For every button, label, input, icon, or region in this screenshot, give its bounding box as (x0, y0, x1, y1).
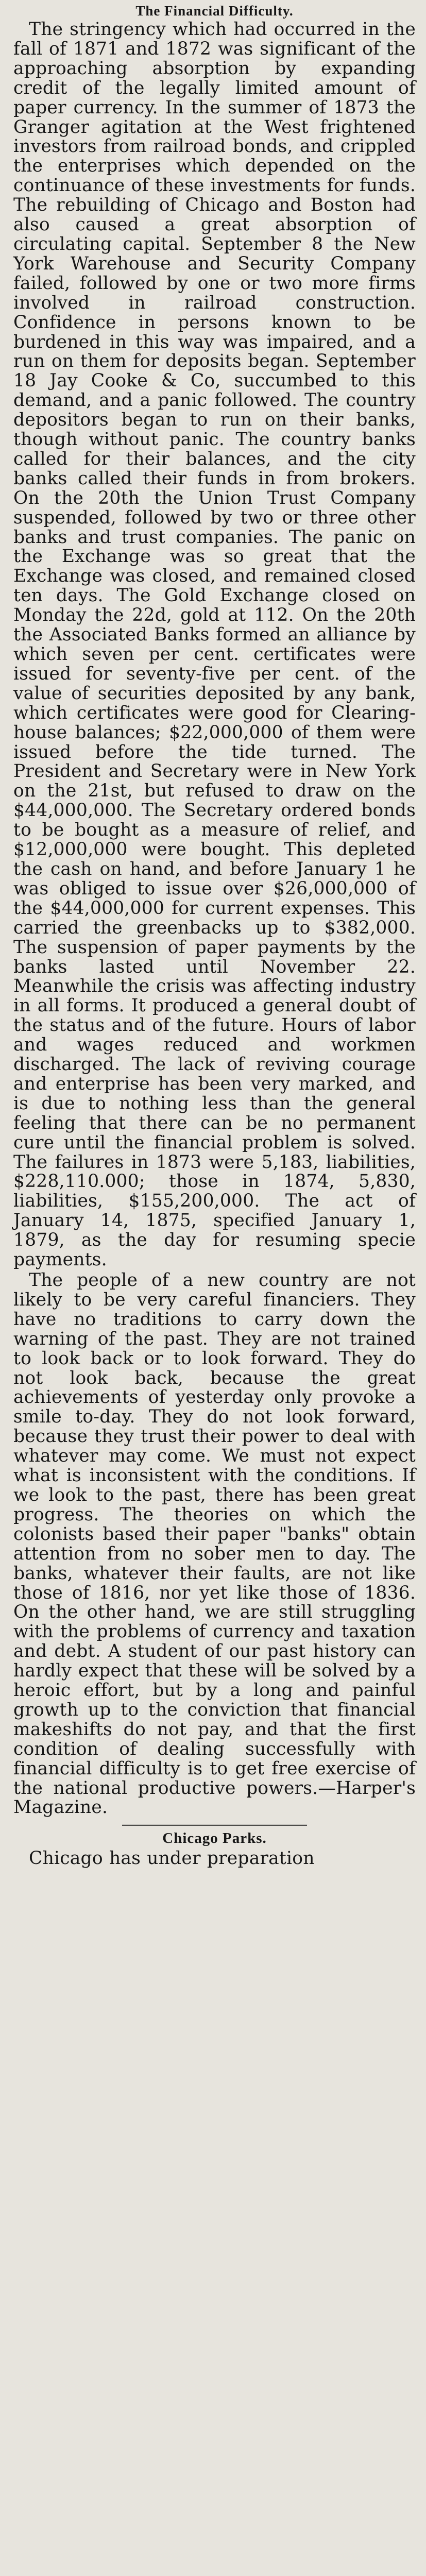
next-article-headline: Chicago Parks. (162, 1830, 267, 1847)
section-divider (122, 1824, 307, 1826)
next-article-lead: Chicago has under preparation (29, 1848, 315, 1869)
article-headline: The Financial Difficulty. (135, 3, 294, 19)
article-paragraph: The stringency which had occurred in the fall of 1871 and 1872 was significant of the approaching absorption by expanding credit of the legally limited amount of paper currency. In the summer of 1873 the Granger agitation at the West frightened investors from railroad bonds, and crippled the enterprises which depended on the continuance of these investments for funds. The rebuilding of Chicago and Boston had also caused a great absorption of circulating capital. September 8 the New York Warehouse and Security Company failed, followed by one or two more firms involved in railroad construction. Confidence in persons known to be burdened in this way was impaired, and a run on them for deposits began. September 18 Jay Cooke & Co, succumbed to this demand, and a panic followed. The country depositors began to run on their banks, though without panic. The country banks called for their balances, and the city banks called their funds in from brokers. On the 20th the Union Trust Company suspended, followed by two or three other banks and trust companies. The panic on the Exchange was so great that the Exchange was closed, and remained closed ten days. The Gold Exchange closed on Monday the 22d, gold at 112. On the 20th the Associated Banks formed an alliance by which seven per cent. certificates were issued for seventy-five per cent. of the value of securities deposited by any bank, which certificates were good for Clearing-house balances; $22,000,000 of them were issued before the tide turned. The President and Secretary were in New York on the 21st, but refused to draw on the $44,000,000. The Secretary ordered bonds to be bought as a measure of relief, and $12,000,000 were bought. This depleted the cash on hand, and before January 1 he was obliged to issue over $26,000,000 of the $44,000,000 for current expenses. This carried the greenbacks up to $382,000. The suspension of paper payments by the banks lasted until November 22. Meanwhile the crisis was affecting industry in all forms. It produced a general doubt of the status and of the future. Hours of labor and wages reduced and workmen discharged. The lack of reviving courage and enterprise has been very marked, and is due to nothing less than the general feeling that there can be no permanent cure until the financial problem is solved. The failures in 1873 were 5,183, liabilities, $228,110.000; those in 1874, 5,830, liabilities, $155,200,000. The act of January 14, 1875, specified January 1, 1879, as the day for resuming specie payments. (13, 19, 416, 1270)
article-paragraph: The people of a new country are not likely to be very careful financiers. They have no traditions to carry down the warning of the past. They are not trained to look back or to look forward. They do not look back, because the great achievements of yesterday only provoke a smile to-day. They do not look forward, because they trust their power to deal with whatever may come. We must not expect what is inconsistent with the conditions. If we look to the past, there has been great progress. The theories on which the colonists based their paper "banks" obtain attention from no sober men to day. The banks, whatever their faults, are not like those of 1816, nor yet like those of 1836. On the other hand, we are still struggling with the problems of currency and taxation and debt. A student of our past history can hardly expect that these will be solved by a heroic effort, but by a long and painful growth up to the conviction that financial makeshifts do not pay, and that the first condition of dealing successfully with financial difficulty is to get free exercise of the national productive powers.—Harper's Magazine. (13, 1270, 416, 1818)
